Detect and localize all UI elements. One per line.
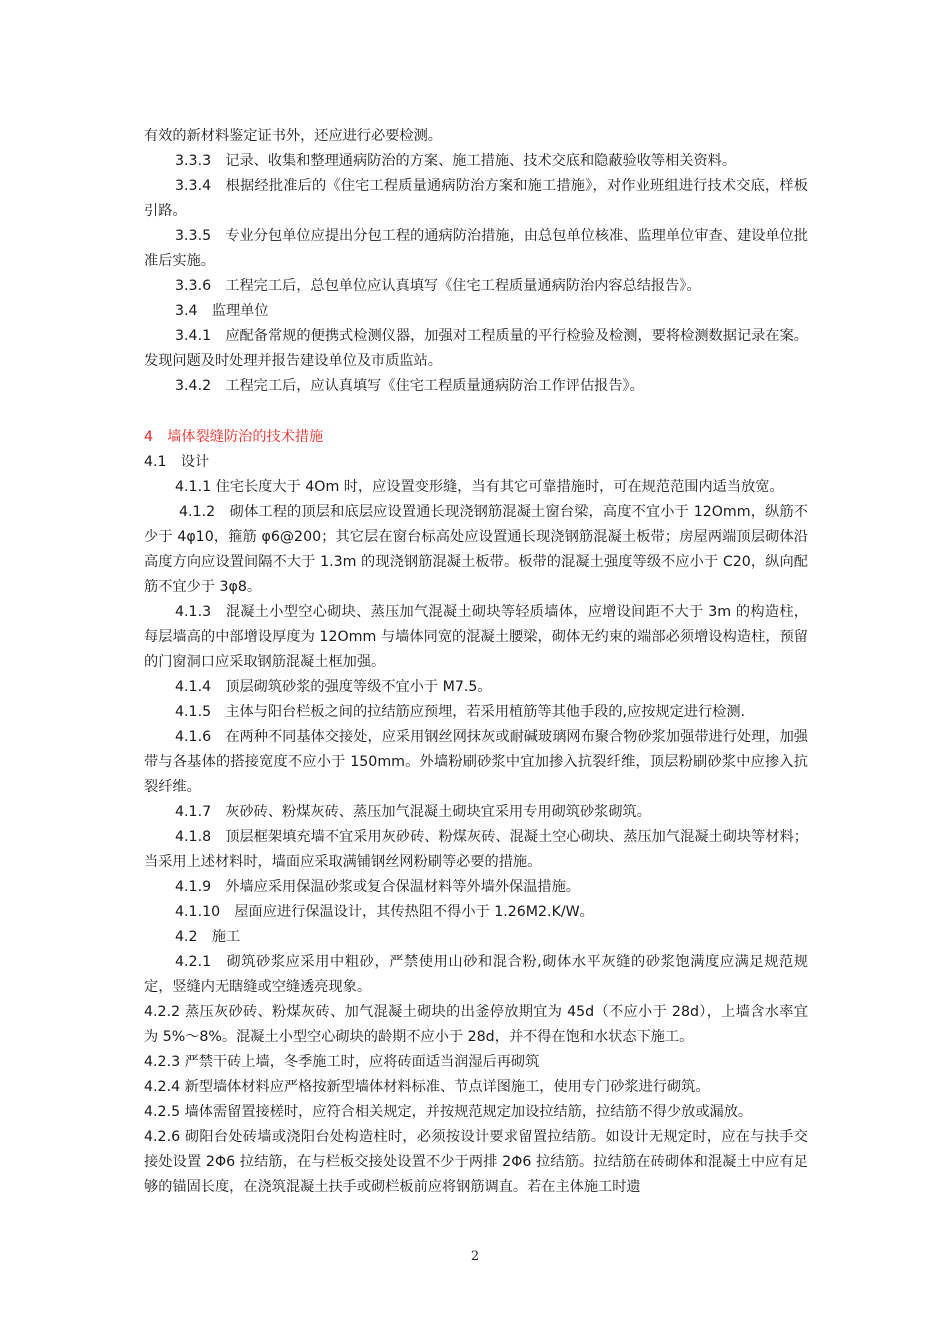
clause-4-2-4: 4.2.4 新型墙体材料应严格按新型墙体材料标准、节点详图施工，使用专门砂浆进行砌筑。 (144, 1079, 710, 1095)
clause-4-1-9: 4.1.9 外墙应采用保温砂浆或复合保温材料等外墙外保温措施。 (175, 879, 580, 895)
clause-4-2-3: 4.2.3 严禁干砖上墙，冬季施工时，应将砖面适当润湿后再砌筑 (144, 1054, 540, 1070)
clause-4-2-6: 4.2.6 砌阳台处砖墙或浇阳台处构造柱时，必须按设计要求留置拉结筋。如设计无规定时，应在与扶手交接处设置 2Φ6 拉结筋，在与栏板交接处设置不少于两排 2Φ6 拉结筋。拉结筋在砖砌体和混凝土中应有足够的锚固长度，在浇筑混凝土扶手或砌栏板前应将钢筋调直。若在主体施工时遗 (144, 1129, 808, 1195)
clause-4-2-2: 4.2.2 蒸压灰砂砖、粉煤灰砖、加气混凝土砌块的出釜停放期宜为 45d（不应小于 28d），上墙含水率宜为 5%～8%。混凝土小型空心砌块的龄期不应小于 28d，并不得在饱和水状态下施工。 (144, 1004, 808, 1045)
blank-line (144, 399, 808, 425)
clause-3-3-6: 3.3.6 工程完工后，总包单位应认真填写《住宅工程质量通病防治内容总结报告》。 (175, 278, 701, 294)
clause-4-1-7: 4.1.7 灰砂砖、粉煤灰砖、蒸压加气混凝土砌块宜采用专用砌筑砂浆砌筑。 (175, 804, 651, 820)
clause-3-3-4: 3.3.4 根据经批准后的《住宅工程质量通病防治方案和施工措施》，对作业班组进行技术交底，样板引路。 (144, 178, 808, 219)
page-number: 2 (470, 1249, 480, 1264)
clause-4-1-1: 4.1.1 住宅长度大于 4Om 时，应设置变形缝，当有其它可靠措施时，可在规范范围内适当放宽。 (175, 479, 784, 495)
clause-4-1-10: 4.1.10 屋面应进行保温设计，其传热阻不得小于 1.26M2.K/W。 (175, 904, 594, 920)
clause-3-3-3: 3.3.3 记录、收集和整理通病防治的方案、施工措施、技术交底和隐蔽验收等相关资料。 (175, 153, 737, 169)
clause-4-1-2: 4.1.2 砌体工程的顶层和底层应设置通长现浇钢筋混凝土窗台梁，高度不宜小于 12Omm，纵筋不少于 4φ10，箍筋 φ6@200；其它层在窗台标高处应设置通长现浇钢筋混凝土板带；房屋两端顶层砌体沿高度方向应设置间隔不大于 1.3m 的现浇钢筋混凝土板带。板带的混凝土强度等级不应小于 C20，纵向配筋不宜少于 3φ8。 (144, 504, 808, 595)
clause-4-1-3: 4.1.3 混凝土小型空心砌块、蒸压加气混凝土砌块等轻质墙体，应增设间距不大于 3m 的构造柱，每层墙高的中部增设厚度为 12Omm 与墙体同宽的混凝土腰梁，砌体无约束的端部必须增设构造柱，预留的门窗洞口应采取钢筋混凝土框加强。 (144, 604, 808, 670)
clause-3-3-5: 3.3.5 专业分包单位应提出分包工程的通病防治措施，由总包单位核准、监理单位审查、建设单位批准后实施。 (144, 228, 808, 269)
clause-3-4-1: 3.4.1 应配备常规的便携式检测仪器，加强对工程质量的平行检验及检测，要将检测数据记录在案。发现问题及时处理并报告建设单位及市质监站。 (144, 328, 808, 369)
clause-4-1-8: 4.1.8 顶层框架填充墙不宜采用灰砂砖、粉煤灰砖、混凝土空心砌块、蒸压加气混凝土砌块等材料；当采用上述材料时，墙面应采取满铺钢丝网粉刷等必要的措施。 (144, 829, 808, 870)
section-3-4-heading: 3.4 监理单位 (175, 303, 269, 319)
clause-4-2-1: 4.2.1 砌筑砂浆应采用中粗砂，严禁使用山砂和混合粉,砌体水平灰缝的砂浆饱满度应满足规范规定，竖缝内无瞎缝或空缝透亮现象。 (144, 954, 808, 995)
clause-4-1-6: 4.1.6 在两种不同基体交接处，应采用钢丝网抹灰或耐碱玻璃网布聚合物砂浆加强带进行处理，加强带与各基体的搭接宽度不应小于 150mm。外墙粉刷砂浆中宜加掺入抗裂纤维，顶层粉刷砂浆中应掺入抗裂纤维。 (144, 729, 808, 795)
section-4-2-heading: 4.2 施工 (175, 929, 241, 945)
clause-4-1-5: 4.1.5 主体与阳台栏板之间的拉结筋应预埋，若采用植筋等其他手段的,应按规定进行检测. (175, 704, 746, 720)
clause-3-4-2: 3.4.2 工程完工后，应认真填写《住宅工程质量通病防治工作评估报告》。 (175, 378, 644, 394)
paragraph-continuation: 有效的新材料鉴定证书外，还应进行必要检测。 (144, 128, 442, 144)
section-4-heading: 4 墙体裂缝防治的技术措施 (144, 429, 324, 445)
clause-4-1-4: 4.1.4 顶层砌筑砂浆的强度等级不宜小于 M7.5。 (175, 679, 492, 695)
clause-4-2-5: 4.2.5 墙体需留置接槎时，应符合相关规定，并按规范规定加设拉结筋，拉结筋不得少放或漏放。 (144, 1104, 753, 1120)
section-4-1-heading: 4.1 设计 (144, 454, 210, 470)
page-body (144, 124, 808, 1200)
